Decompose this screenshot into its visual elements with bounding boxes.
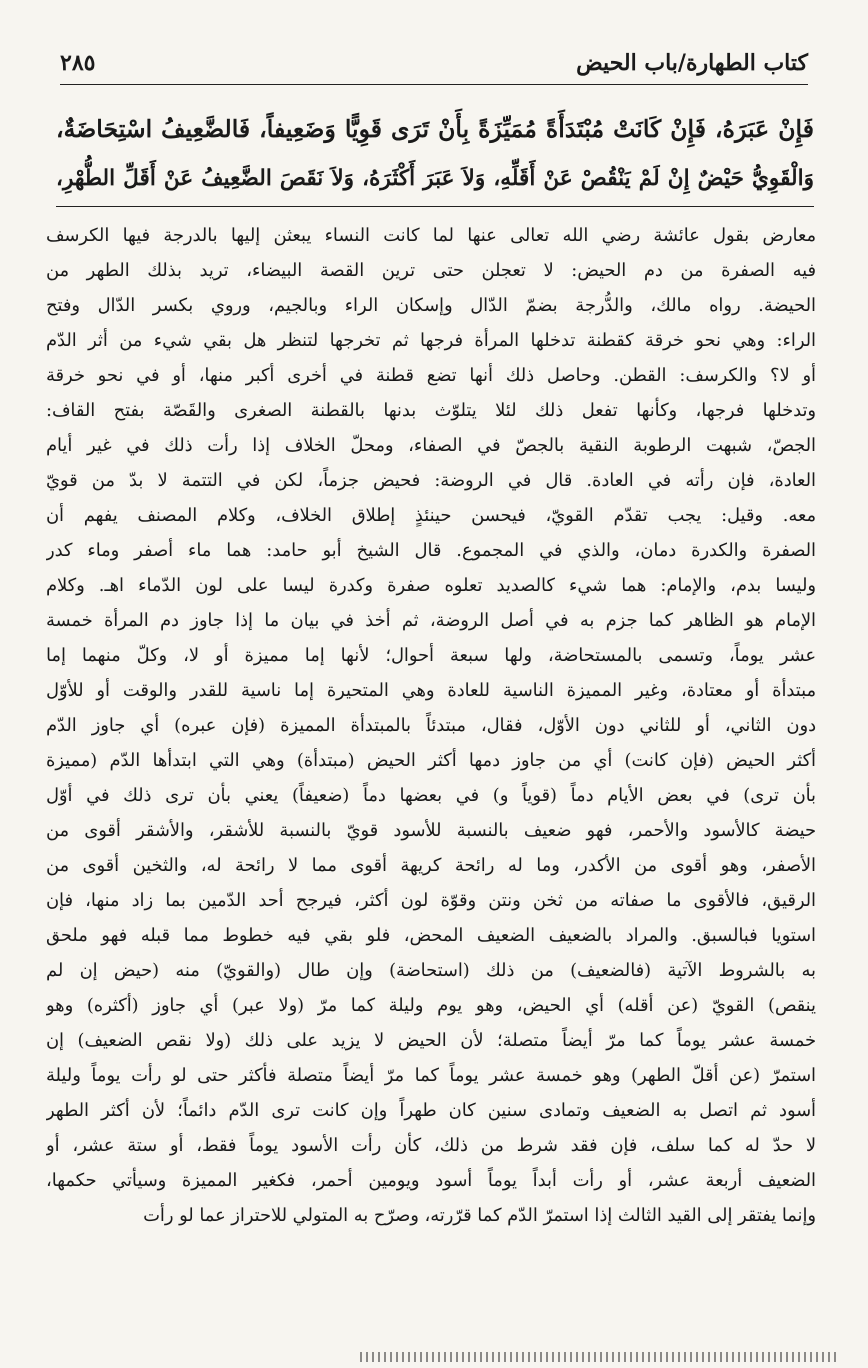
commentary-line: عشر يوماً، وتسمى بالمستحاضة، ولها سبعة أحوال؛ لأنها إما مميزة أو لا، وكلّ منهما إما bbox=[46, 645, 816, 666]
commentary-line: معه. وقيل: يجب تقدّم القويّ، فيحسن حينئذٍ إطلاق الخلاف، وكلام المصنف يفهم أن bbox=[46, 505, 816, 526]
commentary-line: الراء: وهي نحو خرقة كقطنة تدخلها المرأة فرجها ثم تخرجها لتنظر هل بقي شيء من أثر الدّم bbox=[46, 330, 816, 351]
matn-line: وَالْقَوِيُّ حَيْضٌ إِنْ لَمْ يَنْقُصْ عَنْ أَقَلِّهِ، وَلاَ عَبَرَ أَكْثَرَهُ، وَلاَ نَقَصَ الضَّعِيفُ عَنْ أَقَلِّ الطُّهْرِ، bbox=[56, 166, 814, 191]
matn-text bbox=[56, 104, 814, 204]
commentary-line: بأن ترى) في بعض الأيام دماً (قوياً و) في بعضها دماً (ضعيفاً) يعني بأن ترى ذلك في أوّل bbox=[46, 785, 816, 806]
commentary-line: مبتدأة أو معتادة، وغير المميزة الناسية للعادة وهي المتحيرة إما ناسية للقدر والوقت أو للأوّل bbox=[46, 680, 816, 701]
commentary-line: الأصفر، وهو أقوى من الأكدر، وما له رائحة كريهة أقوى مما لا رائحة له، والثخين أقوى من bbox=[46, 855, 816, 876]
matn-line: فَإِنْ عَبَرَهُ، فَإِنْ كَانَتْ مُبْتَدَأَةً مُمَيِّزَةً بِأَنْ تَرَى قَوِيًّا وَضَعِيفاً، فَالضَّعِيفُ اسْتِحَاضَةٌ، bbox=[56, 115, 814, 143]
commentary-line: الضعيف أربعة عشر، أو رأت أبداً يوماً أسود ويومين أحمر، فكغير المميزة وسيأتي حكمها، bbox=[46, 1170, 816, 1191]
commentary-line: أو لا؟ والكرسف: القطن. وحاصل ذلك أنها تضع قطنة في أخرى أكبر منها، أو في نحو خرقة bbox=[46, 365, 816, 386]
commentary-line: حيضة كالأسود والأحمر، فهو ضعيف بالنسبة للأسود قويّ بالنسبة للأشقر، والأشقر أقوى من bbox=[46, 820, 816, 841]
commentary-line: الرقيق، فالأقوى ما صفاته من ثخن ونتن وقوّة لون أكثر، فيرجح أحد الدّمين بما زاد منها، فإن bbox=[46, 890, 816, 911]
commentary-line: الصفرة والكدرة دمان، والذي في المجموع. قال الشيخ أبو حامد: هما ماء أصفر وماء كدر bbox=[46, 540, 816, 561]
chapter-title: كتاب الطهارة/باب الحيض bbox=[576, 50, 808, 76]
commentary-line: وتدخلها فرجها، وكأنها تفعل ذلك لئلا يتلوّث بدنها بالقطنة الصغرى والقَصّة بفتح القاف: bbox=[46, 400, 816, 421]
commentary-line: العادة، فإن رأته في العادة. قال في الروضة: فحيض جزماً، لكن في التتمة لا بدّ من قويّ bbox=[46, 470, 816, 491]
bottom-ornament bbox=[360, 1352, 838, 1362]
commentary-text bbox=[46, 218, 816, 1233]
commentary-line: أسود ثم اتصل به الضعيف وتمادى سنين كان طهراً وإن كانت ترى الدّم دائماً؛ لأن أكثر الطهر bbox=[46, 1100, 816, 1121]
commentary-line: وإنما يفتقر إلى القيد الثالث إذا استمرّ الدّم كما قرّرته، وصرّح به المتولي للاحتراز عما لو رأت bbox=[143, 1205, 816, 1226]
commentary-line: وليسا بدم، والإمام: هما شيء كالصديد تعلوه صفرة وكدرة ليسا على لون الدّماء اهـ. وكلام bbox=[46, 575, 816, 596]
commentary-line: لا حدّ له كما سلف، فإن فقد شرط من ذلك، كأن رأت الأسود يوماً فقط، أو ستة عشر، أو bbox=[46, 1135, 816, 1156]
page-header bbox=[60, 50, 808, 85]
commentary-line: أكثر الحيض (فإن كانت) أي من جاوز دمها أكثر الحيض (مبتدأة) وهي التي ابتدأها الدّم (مميزة bbox=[46, 750, 816, 771]
commentary-line: ينقص) القويّ (عن أقله) أي الحيض، وهو يوم وليلة كما مرّ (ولا عبر) أي جاوز (أكثره) وهو bbox=[46, 995, 816, 1016]
commentary-line: دون الثاني، أو للثاني دون الأوّل، فقال، مبتدئاً بالمبتدأة المميزة (فإن عبره) أي جاوز الدّم bbox=[46, 715, 816, 736]
commentary-line: الحيضة. رواه مالك، والدُّرجة بضمّ الدّال وإسكان الراء وبالجيم، وروي بكسر الدّال وفتح bbox=[46, 295, 816, 316]
commentary-line: الجصّ، شبهت الرطوبة النقية بالجصّ في الصفاء، ومحلّ الخلاف إذا رأت ذلك في غير أيام bbox=[46, 435, 816, 456]
page-number: ٢٨٥ bbox=[60, 50, 96, 76]
matn-divider bbox=[56, 206, 814, 207]
commentary-line: استمرّ (عن أقلّ الطهر) وهو خمسة عشر يوماً كما مرّ أيضاً متصلة فأكثر حتى لو رأت يوماً وليلة bbox=[46, 1065, 816, 1086]
commentary-line: معارض بقول عائشة رضي الله تعالى عنها لما كانت النساء يبعثن إليها بالدرجة فيها الكرسف bbox=[46, 225, 816, 246]
commentary-line: خمسة عشر يوماً كما مرّ أيضاً متصلة؛ لأن الحيض لا يزيد على ذلك (ولا نقص الضعيف) إن bbox=[46, 1030, 816, 1051]
commentary-line: به بالشروط الآتية (فالضعيف) من ذلك (استحاضة) وإن طال (والقويّ) منه (حيض إن لم bbox=[46, 960, 816, 981]
commentary-line: فيه الصفرة من دم الحيض: لا تعجلن حتى ترين القصة البيضاء، تريد بذلك الطهر من bbox=[46, 260, 816, 281]
commentary-line: الإمام هو الظاهر كما جزم به في أصل الروضة، ثم أخذ في بيان ما إذا جاوز دم المرأة خمسة bbox=[46, 610, 816, 631]
commentary-line: استويا فبالسبق. والمراد بالضعيف الضعيف المحض، فلو بقي فيه خطوط مما قبله فهو ملحق bbox=[46, 925, 816, 946]
